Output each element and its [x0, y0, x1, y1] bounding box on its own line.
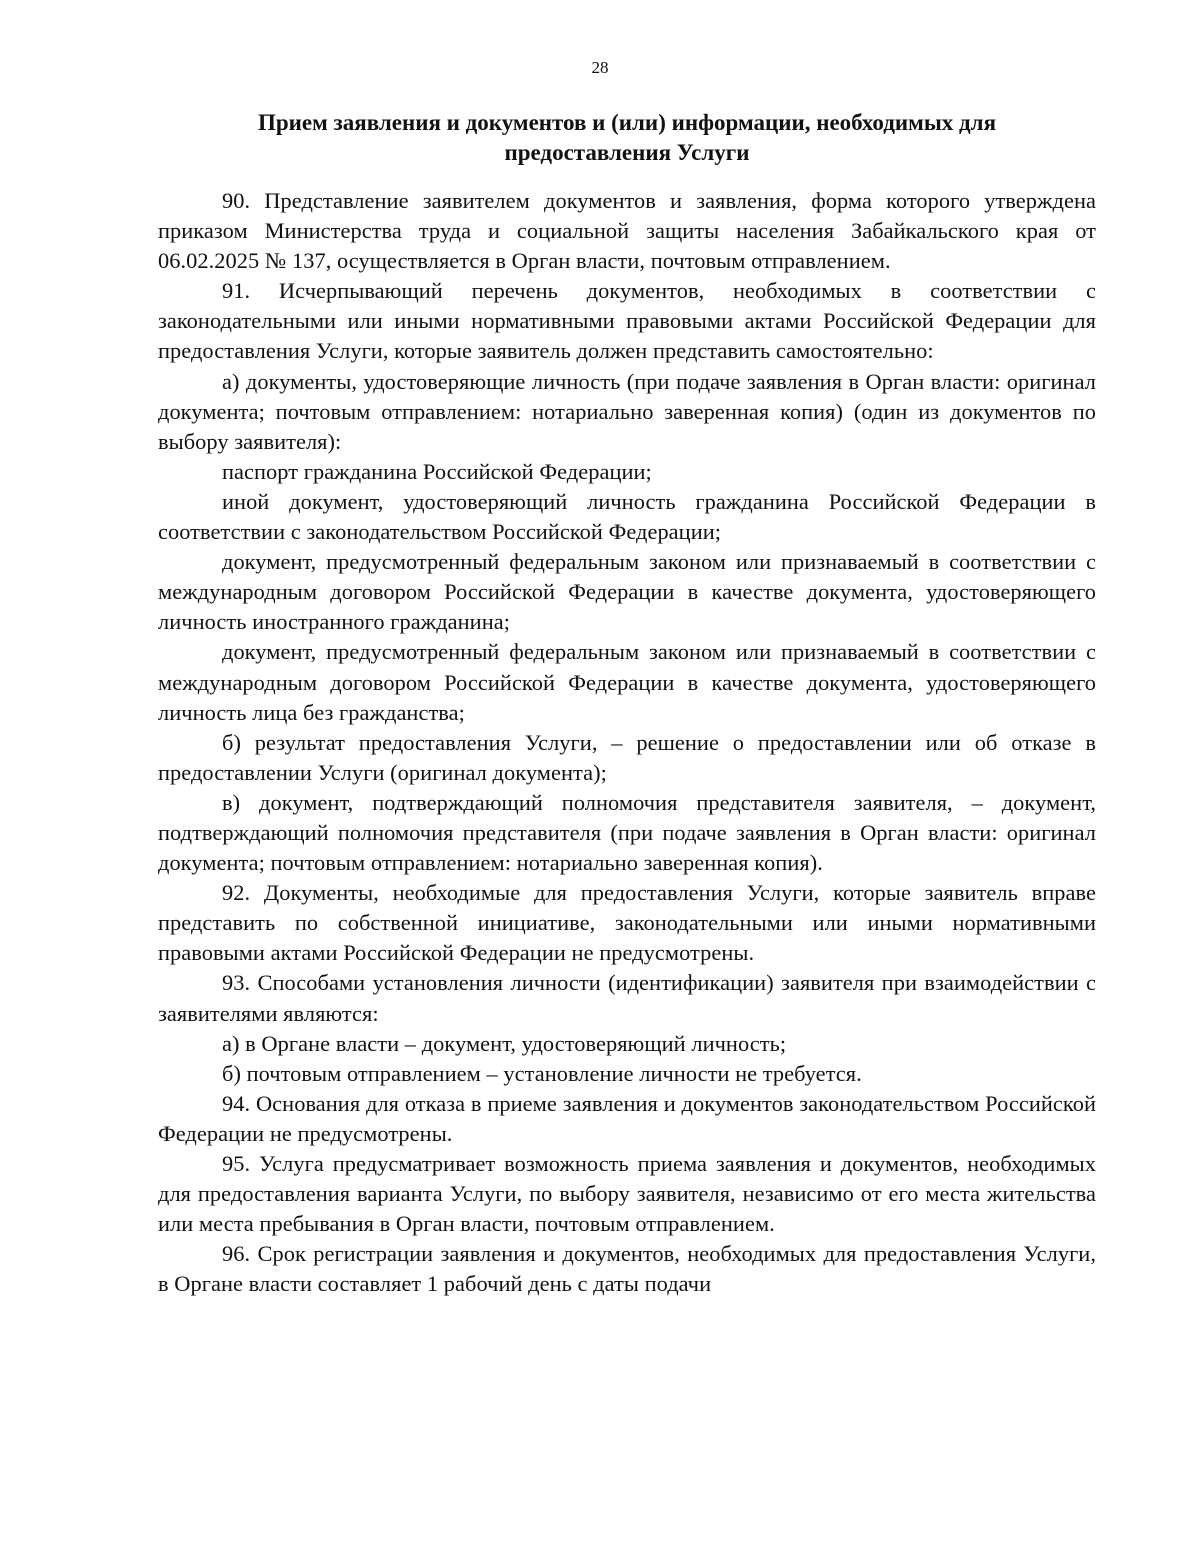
section-title — [158, 108, 1096, 168]
paragraph-91-v: в) документ, подтверждающий полномочия представителя заявителя, – документ, подтверждающий полномочия представителя (при подаче заявления в Орган власти: оригинал документа; почтовым отправлением: нотариально заверенная копия). — [158, 789, 1096, 876]
paragraph-91-b: б) результат предоставления Услуги, – решение о предоставлении или об отказе в предоставлении Услуги (оригинал документа); — [158, 729, 1096, 785]
paragraph-95: 95. Услуга предусматривает возможность приема заявления и документов, необходимых для предоставления варианта Услуги, по выбору заявителя, независимо от его места жительства или места пребывания в Орган власти, почтовым отправлением. — [158, 1151, 1096, 1237]
paragraph-93-b: б) почтовым отправлением – установление личности не требуется. — [222, 1060, 862, 1086]
body-text — [158, 186, 1096, 1299]
paragraph-91: 91. Исчерпывающий перечень документов, необходимых в соответствии с законодательными или иными нормативными правовыми актами Российской Федерации для предоставления Услуги, которые заявитель должен представить самостоятельно: — [158, 278, 1096, 364]
paragraph-94: 94. Основания для отказа в приеме заявления и документов законодательством Российской Федерации не предусмотрены. — [158, 1090, 1096, 1146]
paragraph-other-id: иной документ, удостоверяющий личность гражданина Российской Федерации в соответствии с законодательством Российской Федерации; — [158, 488, 1096, 545]
section-title-line-2: предоставления Услуги — [504, 140, 750, 165]
paragraph-92: 92. Документы, необходимые для предоставления Услуги, которые заявитель вправе представить по собственной инициативе, законодательными или иными нормативными правовыми актами Российской Федерации не предусмотрены. — [158, 880, 1096, 966]
paragraph-foreign-citizen-id: документ, предусмотренный федеральным законом или признаваемый в соответствии с международным договором Российской Федерации в качестве документа, удостоверяющего личность иностранного гражданина; — [158, 549, 1096, 635]
paragraph-passport: паспорт гражданина Российской Федерации; — [222, 458, 652, 484]
paragraph-96: 96. Срок регистрации заявления и документов, необходимых для предоставления Услуги, в Органе власти составляет 1 рабочий день с даты подачи — [158, 1241, 1096, 1297]
page-number: 28 — [591, 58, 609, 77]
paragraph-stateless-id: документ, предусмотренный федеральным законом или признаваемый в соответствии с международным договором Российской Федерации в качестве документа, удостоверяющего личность лица без гражданства; — [158, 639, 1096, 725]
paragraph-93-a: а) в Органе власти – документ, удостоверяющий личность; — [222, 1030, 787, 1056]
paragraph-93: 93. Способами установления личности (идентификации) заявителя при взаимодействии с заявителями являются: — [158, 970, 1096, 1026]
paragraph-90: 90. Представление заявителем документов и заявления, форма которого утверждена приказом Министерства труда и социальной защиты населения Забайкальского края от 06.02.2025 № 137, осуществляется в Орган власти, почтовым отправлением. — [158, 188, 1096, 274]
section-title-line-1: Прием заявления и документов и (или) информации, необходимых для — [257, 110, 997, 135]
paragraph-91-a: а) документы, удостоверяющие личность (при подаче заявления в Орган власти: оригинал документа; почтовым отправлением: нотариально заверенная копия) (один из документов по выбору заявителя): — [158, 368, 1096, 454]
